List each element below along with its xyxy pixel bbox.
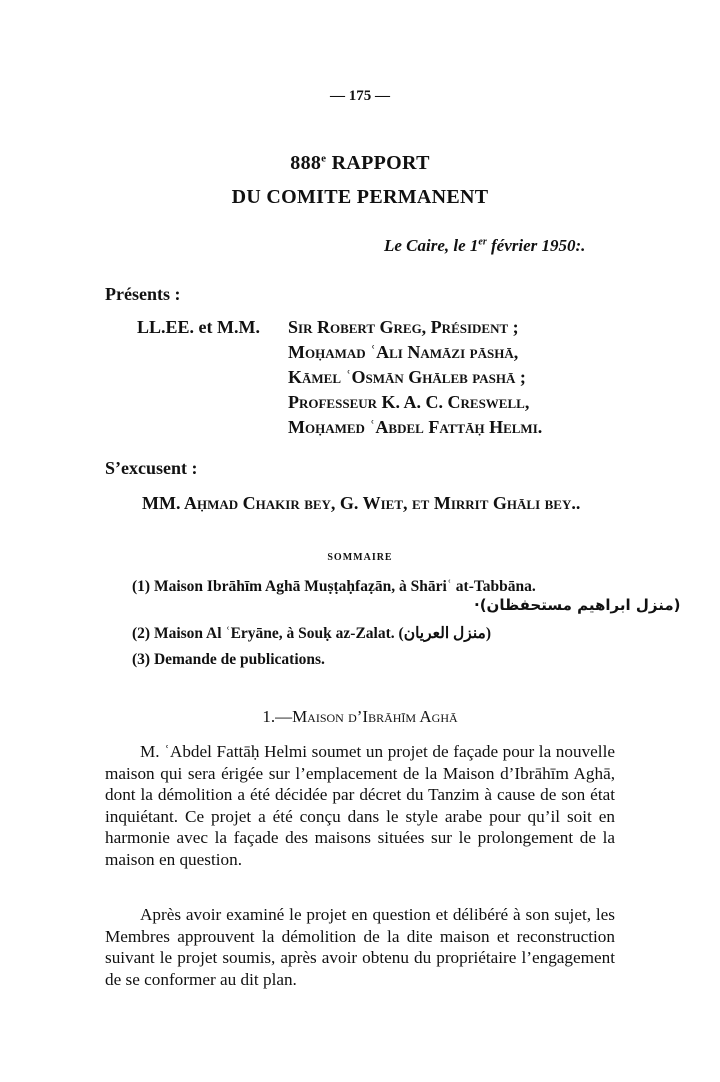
member-3: Kāmel ʿOsmān Ghāleb pashā ;: [288, 367, 526, 387]
section-heading: 1.—Maison d’Ibrāhīm Aghā: [262, 707, 458, 726]
sommaire-item-3: (3) Demande de publications.: [132, 651, 325, 668]
sommaire-heading: SOMMAIRE: [327, 552, 393, 563]
report-title-word: RAPPORT: [326, 152, 430, 174]
date-sup: er: [478, 236, 487, 248]
sommaire-item-1-arabic: (منزل ابراهيم مستحفظان)·: [474, 596, 681, 614]
member-4: Professeur K. A. C. Creswell,: [288, 392, 530, 412]
presents-prefix: LL.EE. et M.M.: [137, 317, 260, 337]
excused-members: MM. Aḥmad Chakir bey, G. Wiet, et Mirrit Ghāli bey..: [142, 493, 581, 513]
member-2: Moḥamad ʿAli Namāzi pāshā,: [288, 342, 519, 362]
date-before: Le Caire, le 1: [384, 236, 479, 255]
report-title-line2: DU COMITE PERMANENT: [231, 186, 489, 208]
sommaire-item-2: (2) Maison Al ʿEryāne, à Souḳ az-Zalat. (منزل العريان): [132, 625, 492, 642]
member-1: Sir Robert Greg, Président ;: [288, 317, 519, 337]
report-number-sup: e: [321, 152, 327, 165]
paragraph-2: Après avoir examiné le projet en question et délibéré à son sujet, les Membres approuvent la démolition de la dite maison et reconstruction suivant le projet soumis, après avoir obtenu du propriétaire l’engagement de se conformer au dit plan.: [105, 905, 615, 989]
sommaire-item-1: (1) Maison Ibrāhīm Aghā Muṣṭaḥfaẓān, à Shāriʿ at-Tabbāna.: [132, 578, 536, 595]
presents-label: Présents :: [105, 284, 181, 304]
paragraph-1: M. ʿAbdel Fattāḥ Helmi soumet un projet de façade pour la nouvelle maison qui sera érigée sur l’emplacement de la Maison d’Ibrāhīm Aghā, dont la démolition a été décidée par décret du Tanzim à cause de son état inquiétant. Ce projet a été conçu dans le style arabe pour qu’il soit en harmonie avec la façade des maisons situées sur le prolongement de la maison en question.: [105, 742, 615, 869]
report-date: [384, 236, 585, 256]
member-5: Moḥamed ʿAbdel Fattāḥ Helmi.: [288, 417, 543, 437]
excusent-label: S’excusent :: [105, 458, 198, 478]
report-title-line1: [0, 152, 720, 175]
page-number: — 175 —: [330, 88, 390, 104]
report-number: 888: [290, 152, 322, 174]
date-after: février 1950:.: [486, 236, 586, 255]
